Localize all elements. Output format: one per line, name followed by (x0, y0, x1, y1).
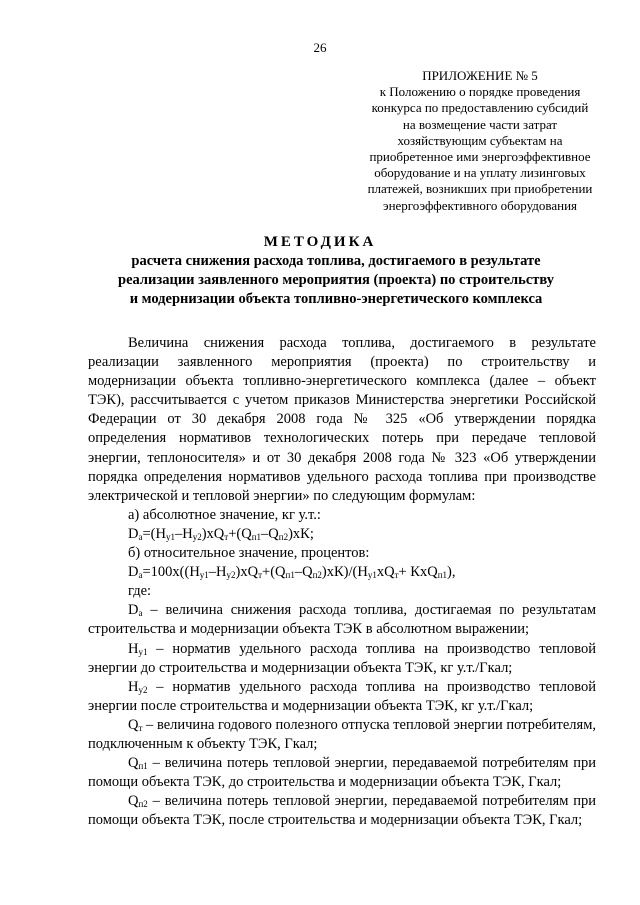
formula-sub: т (394, 570, 399, 581)
subtitle-line: реализации заявленного мероприятия (проекта) по строительству (118, 272, 554, 288)
definition-sub: п1 (138, 761, 148, 772)
formula-part: )хК; (288, 525, 314, 542)
formula-sub: п2 (312, 570, 322, 581)
formula-sub: п1 (437, 570, 448, 581)
definition-sub: т (138, 722, 143, 733)
subtitle-line: и модернизации объекта топливно-энергетического комплекса (129, 291, 543, 307)
where-label: где: (128, 583, 152, 600)
formula-part: –Н (208, 564, 227, 581)
appendix-title: ПРИЛОЖЕНИЕ № 5 (422, 68, 538, 83)
definition-text: – норматив удельного расхода топлива на производство тепловой энергии после строительства и модернизации объекта ТЭК, кг у.т./Гкал; (88, 678, 596, 714)
formula-part: ), (447, 564, 456, 581)
appendix-line: оборудование и на уплату лизинговых (374, 165, 586, 181)
definition-sub: а (138, 608, 143, 619)
formula-part: D (128, 525, 139, 542)
definition-item (88, 678, 596, 716)
formula-sub: у2 (192, 531, 202, 542)
appendix-line: приобретенное ими энергоэффективное (369, 149, 591, 165)
definition-sub: у2 (138, 684, 148, 695)
definition-symbol: Q (128, 716, 139, 733)
formula-sub: у1 (199, 570, 209, 581)
formula-part: –Н (174, 525, 193, 542)
definition-sub: п2 (138, 799, 148, 810)
formula-part: –Q (294, 564, 313, 581)
definition-symbol: Q (128, 755, 139, 772)
formula-part: D (128, 564, 139, 581)
appendix-line: энергоэффективного оборудования (382, 197, 578, 213)
formula-sub: т (258, 570, 263, 581)
formula-part: –Q (261, 525, 279, 542)
definition-item (88, 716, 596, 754)
item-absolute: а) абсолютное значение, кг у.т.: (128, 506, 321, 523)
formula-sub: т (224, 531, 229, 542)
formula-part: )хQ (235, 564, 259, 581)
formula-part: +(Q (228, 525, 252, 542)
document-subtitle (88, 252, 584, 309)
formula-part: +(Q (262, 564, 286, 581)
intro-paragraph: Величина снижения расхода топлива, достигаемого в результате реализации заявленного мероприятия (проекта) по строительству и модернизации объекта топливно-энергетического комплекса (далее – объект ТЭК), рассчитывается с учетом приказов Министерства энергетики Российской Федерации от 30 декабря 2008 года № 325 «Об утверждении порядка определения нормативов технологических потерь при передаче тепловой энергии, теплоносителя» и от 30 декабря 2008 года № 323 «Об утверждении порядка определения нормативов удельного расхода топлива при производстве электрической и тепловой энергии» по следующим формулам: (88, 335, 596, 504)
definition-text: – величина потерь тепловой энергии, передаваемой потребителям при помощи объекта ТЭК, после строительства и модернизации объекта ТЭК, Гкал; (88, 793, 596, 829)
appendix-line: хозяйствующим субъектам на (397, 132, 563, 148)
definition-item (88, 640, 596, 678)
formula-sub: а (138, 570, 143, 581)
definition-text: – величина потерь тепловой энергии, передаваемой потребителям при помощи объекта ТЭК, до строительства и модернизации объекта ТЭК, Гкал; (88, 755, 596, 791)
appendix-line: к Положению о порядке проведения (379, 84, 581, 100)
formula-relative (88, 563, 596, 582)
definition-text: – норматив удельного расхода топлива на производство тепловой энергии до строительства и модернизации объекта ТЭК, кг у.т./Гкал; (88, 640, 596, 676)
definition-symbol: Н (128, 640, 139, 657)
formula-part: + КхQ (398, 564, 438, 581)
formula-sub: а (138, 531, 143, 542)
definition-symbol: D (128, 602, 139, 619)
appendix-block (340, 68, 620, 214)
item-relative: б) относительное значение, процентов: (128, 545, 370, 562)
definition-text: – величина годового полезного отпуска тепловой энергии потребителям, подключенным к объекту ТЭК, Гкал; (88, 716, 596, 752)
page-number: 26 (313, 40, 327, 55)
definition-item (88, 792, 596, 830)
definition-sub: у1 (138, 646, 148, 657)
formula-sub: у1 (367, 570, 377, 581)
formula-sub: у2 (226, 570, 236, 581)
definition-item (88, 601, 596, 639)
formula-part: =100х((Н (142, 564, 200, 581)
subtitle-line: расчета снижения расхода топлива, достигаемого в результате (131, 253, 541, 269)
formula-part: =(Н (142, 525, 166, 542)
formula-sub: у1 (165, 531, 175, 542)
formula-sub: п1 (285, 570, 295, 581)
formula-absolute (88, 525, 596, 544)
appendix-line: на возмещение части затрат (402, 116, 558, 132)
formula-sub: п2 (278, 531, 289, 542)
document-body (88, 334, 596, 830)
formula-part: хQ (376, 564, 395, 581)
definition-symbol: Q (128, 793, 139, 810)
appendix-line: платежей, возникших при приобретении (367, 181, 593, 197)
definition-symbol: Н (128, 678, 139, 695)
definition-item (88, 754, 596, 792)
document-title: МЕТОДИКА (263, 234, 377, 250)
definition-text: – величина снижения расхода топлива, достигаемая по результатам строительства и модернизации объекта ТЭК в абсолютном выражении; (88, 602, 596, 638)
formula-part: )хQ (201, 525, 225, 542)
formula-sub: п1 (251, 531, 262, 542)
formula-part: )хК)/(Н (321, 564, 368, 581)
appendix-line: конкурса по предоставлению субсидий (371, 100, 589, 116)
